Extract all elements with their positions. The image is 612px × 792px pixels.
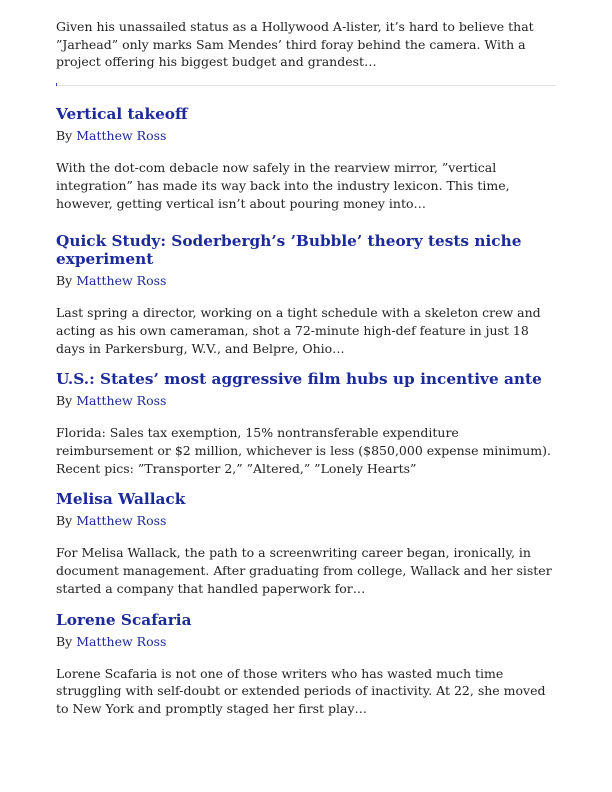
byline-prefix: By: [56, 513, 73, 529]
article-summary: With the dot-com debacle now safely in the rearview mirror, ”vertical integration” has made its way back into the industry lexicon. This time, however, getting vertical isn’t about pouring money into…: [56, 160, 510, 211]
article-item: [56, 490, 556, 597]
author-link[interactable]: Matthew Ross: [76, 633, 167, 649]
article-list: [56, 18, 556, 718]
byline-prefix: By: [56, 393, 73, 409]
divider: [56, 85, 556, 86]
byline: [56, 633, 556, 650]
article-summary: For Melisa Wallack, the path to a screenwriting career began, ironically, in document management. After graduating from college, Wallack and her sister started a company that handled paperwork for…: [56, 545, 552, 596]
author-link[interactable]: Matthew Ross: [76, 513, 167, 529]
article-summary: Lorene Scafaria is not one of those writers who has wasted much time struggling with self-doubt or extended periods of inactivity. At 22, she moved to New York and promptly staged her first play…: [56, 665, 546, 716]
article-item: [56, 105, 556, 212]
article-summary: Last spring a director, working on a tight schedule with a skeleton crew and acting as his own cameraman, shot a 72-minute high-def feature in just 18 days in Parkersburg, W.V., and Belpre, Ohio…: [56, 305, 541, 356]
author-link[interactable]: Matthew Ross: [76, 393, 167, 409]
article-item: [56, 370, 556, 477]
byline: [56, 512, 556, 529]
intro-summary: Given his unassailed status as a Hollywood A-lister, it’s hard to believe that ”Jarhead” only marks Sam Mendes’ third foray behind the camera. With a project offering his biggest budget and grandest…: [56, 19, 534, 70]
article-summary: Florida: Sales tax exemption, 15% nontransferable expenditure reimbursement or $2 million, whichever is less ($850,000 expense minimum). Recent pics: ”Transporter 2,” ”Altered,” ”Lonely Hearts”: [56, 425, 551, 476]
byline: [56, 272, 556, 289]
article-title-link[interactable]: Lorene Scafaria: [56, 610, 192, 629]
article-title-link[interactable]: Vertical takeoff: [56, 105, 188, 124]
byline-prefix: By: [56, 128, 73, 144]
byline-prefix: By: [56, 273, 73, 289]
divider-marker: [56, 83, 57, 86]
article-item: [56, 232, 556, 357]
article-title-link[interactable]: U.S.: States’ most aggressive film hubs up incentive ante: [56, 370, 542, 389]
author-link[interactable]: Matthew Ross: [76, 128, 167, 144]
byline-prefix: By: [56, 633, 73, 649]
article-item: [56, 611, 556, 718]
article-title-link[interactable]: Melisa Wallack: [56, 490, 186, 509]
article-title-link[interactable]: Quick Study: Soderbergh’s ’Bubble’ theory tests niche experiment: [56, 232, 522, 269]
author-link[interactable]: Matthew Ross: [76, 273, 167, 289]
byline: [56, 127, 556, 144]
byline: [56, 392, 556, 409]
